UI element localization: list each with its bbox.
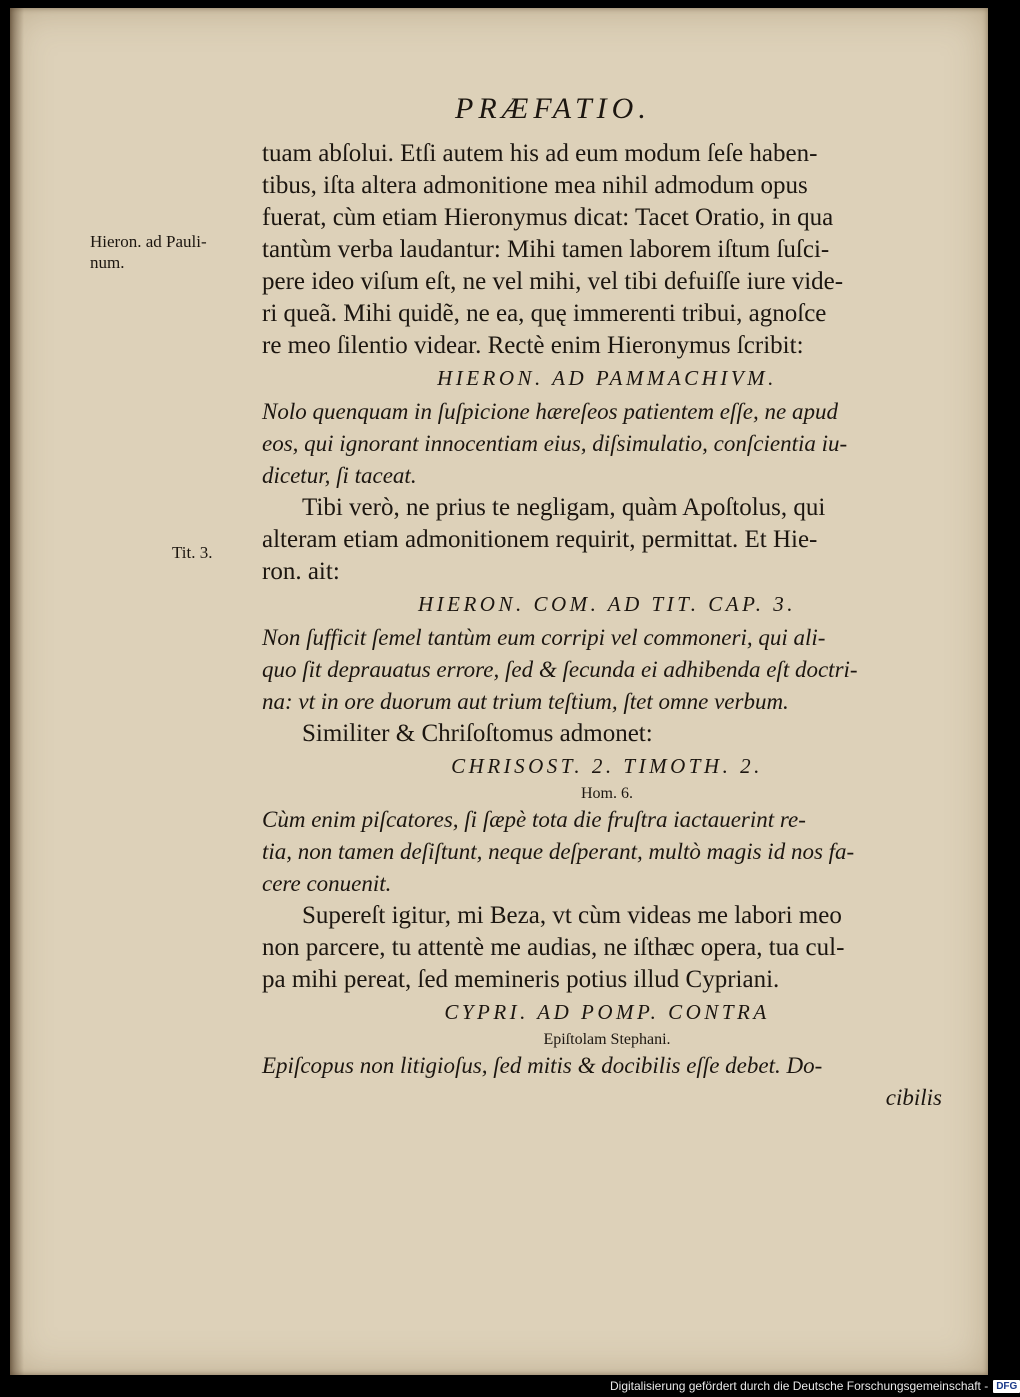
text-line: tuam abſolui. Etſi autem his ad eum modum ſeſe haben- xyxy=(262,140,818,167)
margin-note-line: Hieron. ad Pauli- xyxy=(90,232,207,251)
text-line: dicetur, ſi taceat. xyxy=(262,463,417,488)
text-line: tibus, iſta altera admonitione mea nihil admodum opus xyxy=(262,172,808,199)
section-heading: CHRISOST. 2. TIMOTH. 2. xyxy=(451,754,763,778)
text-line: cibilis xyxy=(885,1085,942,1110)
page-body-text xyxy=(262,138,952,1114)
margin-note-hieron xyxy=(90,231,207,273)
margin-note-line: num. xyxy=(90,253,125,272)
text-line: Cùm enim piſcatores, ſi ſæpè tota die fruſtra iactauerint re- xyxy=(262,807,806,832)
section-heading: HIERON. AD PAMMACHIVM. xyxy=(437,366,777,390)
section-heading: CYPRI. AD POMP. CONTRA xyxy=(444,1000,770,1024)
text-line: re meo ſilentio videar. Rectè enim Hieronymus ſcribit: xyxy=(262,332,804,359)
text-line: Epiſcopus non litigioſus, ſed mitis & docibilis eſſe debet. Do- xyxy=(262,1053,823,1078)
text-line: Supereſt igitur, mi Beza, vt cùm videas me labori meo xyxy=(302,902,842,929)
text-line: non parcere, tu attentè me audias, ne iſthæc opera, tua cul- xyxy=(262,934,845,961)
text-line: na: vt in ore duorum aut trium teſtium, ſtet omne verbum. xyxy=(262,689,789,714)
section-subheading: Epiſtolam Stephani. xyxy=(543,1031,671,1048)
running-head: PRÆFATIO. xyxy=(455,92,651,125)
margin-note-tit: Tit. 3. xyxy=(172,543,213,562)
text-line: ri queã. Mihi quidẽ, ne ea, quę immerenti tribui, agnoſce xyxy=(262,300,827,327)
text-line: quo ſit deprauatus errore, ſed & ſecunda ei adhibenda eſt doctri- xyxy=(262,657,858,682)
dfg-logo: DFG xyxy=(993,1380,1020,1393)
text-line: Tibi verò, ne prius te negligam, quàm Apoſtolus, qui xyxy=(302,494,826,521)
text-line: cere conuenit. xyxy=(262,871,392,896)
text-line: tantùm verba laudantur: Mihi tamen laborem iſtum ſuſci- xyxy=(262,236,830,263)
text-line: eos, qui ignorant innocentiam eius, diſsimulatio, conſcientia iu- xyxy=(262,431,848,456)
text-line: alteram etiam admonitionem requirit, permittat. Et Hie- xyxy=(262,526,818,553)
text-line: tia, non tamen deſiſtunt, neque deſperant, multò magis id nos fa- xyxy=(262,839,855,864)
footer-text: Digitalisierung gefördert durch die Deutsche Forschungsgemeinschaft - xyxy=(610,1379,989,1393)
book-page xyxy=(10,8,988,1375)
section-heading: HIERON. COM. AD TIT. CAP. 3. xyxy=(417,592,796,616)
text-line: Nolo quenquam in ſuſpicione hæreſeos patientem eſſe, ne apud xyxy=(262,399,838,424)
text-line: Similiter & Chriſoſtomus admonet: xyxy=(302,720,653,747)
text-line: Non ſufficit ſemel tantùm eum corripi vel commoneri, qui ali- xyxy=(262,625,826,650)
text-line: pere ideo viſum eſt, ne vel mihi, vel tibi defuiſſe iure vide- xyxy=(262,268,844,295)
text-line: pa mihi pereat, ſed memineris potius illud Cypriani. xyxy=(262,966,780,993)
text-line: ron. ait: xyxy=(262,558,340,585)
section-subheading: Hom. 6. xyxy=(581,785,633,802)
text-line: fuerat, cùm etiam Hieronymus dicat: Tacet Oratio, in qua xyxy=(262,204,834,231)
digitization-footer xyxy=(610,1378,1020,1394)
